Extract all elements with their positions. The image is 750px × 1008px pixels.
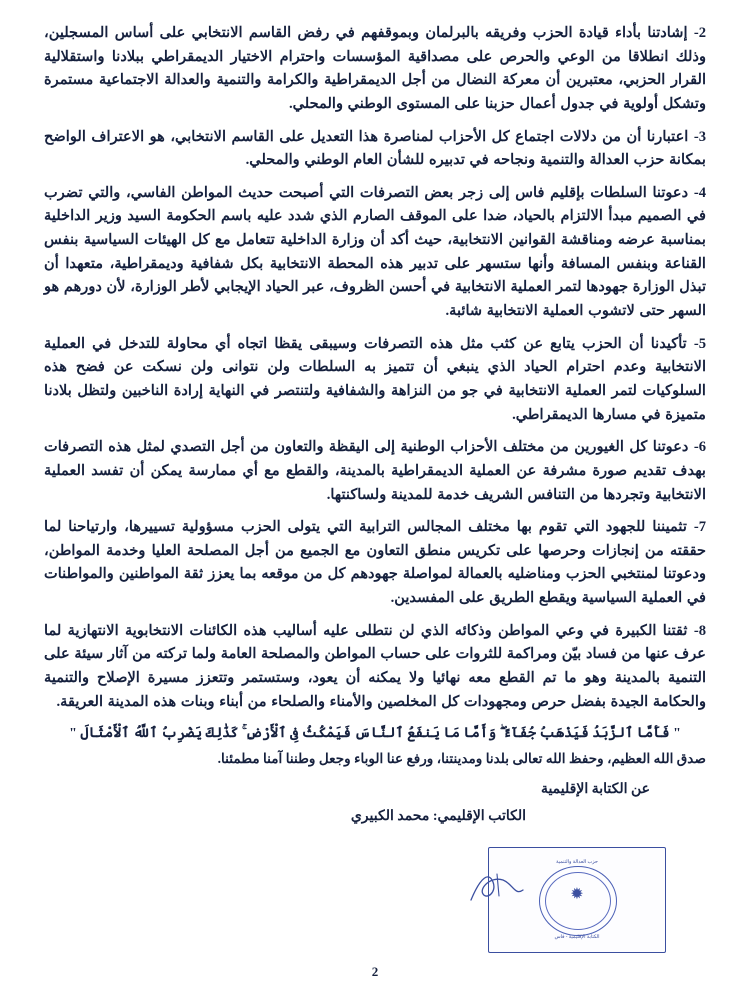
- paragraph-6: 6- دعوتنا كل الغيورين من مختلف الأحزاب الوطنية إلى اليقظة والتعاون من أجل التصدي لمثل هذه التصرفات بهدف تقديم صورة مشرفة عن العملية الديمقراطية بالمدينة، والقطع مع أي ممارسة يمكن أن تفسد العملية الانتخابية وتجردها من التنافس الشريف خدمة للمدينة ولساكنتها.: [44, 439, 706, 503]
- stamp-area: [44, 847, 706, 967]
- signature-name: الكاتب الإقليمي: محمد الكبيري: [350, 809, 526, 825]
- paragraph-5: 5- تأكيدنا أن الحزب يتابع عن كثب مثل هذه التصرفات وسيبقى يقظا اتجاه أي محاولة للتدخل في العملية الانتخابية وعدم احترام الحياد الذي ينبغي أن تتميز به السلطات ولن نتوانى ولن نسكت عن فضح هذه السلوكيات لتمر العملية الانتخابية في جو من النزاهة والشفافية ولتنتصر في النهاية إرادة الناخبين ولتظل بلادنا متميزة في مسارها الديمقراطي.: [44, 335, 706, 423]
- page-number: 2: [371, 964, 379, 979]
- official-stamp-icon: [488, 847, 666, 953]
- signature-authority: عن الكتابة الإقليمية: [540, 782, 650, 798]
- quran-verse: " فَأَمَّا ٱلزَّبَدُ فَيَذْهَبُ جُفَآءً ۖ وَأَمَّا مَا يَنفَعُ ٱلنَّاسَ فَيَمْكُثُ فِى ٱلْأَرْضِ ۚ كَذَٰلِكَ يَضْرِبُ ٱللَّهُ ٱلْأَمْثَالَ ": [69, 726, 681, 742]
- paragraph-8: 8- ثقتنا الكبيرة في وعي المواطن وذكائه الذي لن نتطلى عليه أساليب هذه الكائنات الانتخابوية الانتهازية لما عرف عنها من فساد بيّن ومراكمة للثروات على حساب المواطن والمصلحة العامة ولما تركته من آثار سيئة على التنمية بالمدينة وهو ما تم القطع معه نهائيا ولا يمكنه أن يعود، وستستمر وتتعزز مسيرة الإصلاح والتنمية والحكامة الجيدة بفضل حرص ومجهودات كل المخلصين والأمناء والصلحاء من أبناء وبنات هذه المدينة العريقة.: [44, 622, 706, 710]
- handwritten-signature-icon: [467, 866, 527, 912]
- stamp-top-text: حزب العدالة والتنمية: [555, 860, 599, 866]
- paragraph-2: 2- إشادتنا بأداء قيادة الحزب وفريقه بالبرلمان وبموقفهم في رفض القاسم الانتخابي على أساس المسجلين، وذلك انطلاقا من الوعي والحرص على مصداقية المؤسسات واحترام الاختيار الديمقراطي ببلادنا واستقلالية القرار الحزبي، معتبرين أن معركة النضال من أجل الديمقراطية والكرامة والتنمية والعدالة الاجتماعية مستمرة وتشكل أولوية في جدول أعمال حزبنا على المستوى الوطني والمحلي.: [44, 25, 706, 112]
- stamp-emblem-icon: ✹: [570, 886, 584, 904]
- stamp-bottom-text: الكتابة الإقليمية - فاس: [554, 935, 600, 941]
- paragraph-4: 4- دعوتنا السلطات بإقليم فاس إلى زجر بعض التصرفات التي أصبحت حديث المواطن الفاسي، والتي تضرب في الصميم مبدأ الالتزام بالحياد، ضدا على الموقف الصارم الذي شدد عليه باسم الحكومة السيد وزير الداخلية بمناسبة عرضه ومناقشة القوانين الانتخابية، حيث أكد أن وزارة الداخلية تتعامل مع كل الهيئات السياسية بنفس القناعة وبنفس المسافة وأنها ستسهر على تدبير هذه المحطة الانتخابية بكل شفافية وديمقراطية، متعهدا أن تبذل الوزارة جهودها لتمر العملية الانتخابية في أحسن الظروف، عبر الحياد الإيجابي لأطر الوزارة، لأن دورهم هو السهر حتى لاتشوب العملية الانتخابية شائبة.: [44, 184, 706, 320]
- closing-line: صدق الله العظيم، وحفظ الله تعالى بلدنا ومدينتنا، ورفع عنا الوباء وجعل وطننا آمنا مطمئنا.: [217, 750, 706, 766]
- signature-block: [44, 781, 706, 825]
- paragraph-3: 3- اعتبارنا أن من دلالات اجتماع كل الأحزاب لمناصرة هذا التعديل على القاسم الانتخابي، هو الاعتراف الواضح بمكانة حزب العدالة والتنمية ونجاحه في تدبيره للشأن العام الوطني والمحلي.: [44, 128, 706, 169]
- stamp-seal: [533, 856, 621, 944]
- paragraph-7: 7- تثميننا للجهود التي تقوم بها مختلف المجالس الترابية التي يتولى الحزب مسؤولية تسييرها، وارتياحنا لما حققته من إنجازات وحرصها على تكريس منطق التعاون مع الجميع من أجل المصلحة العليا وخدمة المواطن، ودعوتنا لمنتخبي الحزب ومناضليه بالعمالة لمواصلة جهودهم كل من موقعه بما يعزز ثقة المواطنين والمواطنات في العملية السياسية ويقطع الطريق على المفسدين.: [44, 519, 706, 607]
